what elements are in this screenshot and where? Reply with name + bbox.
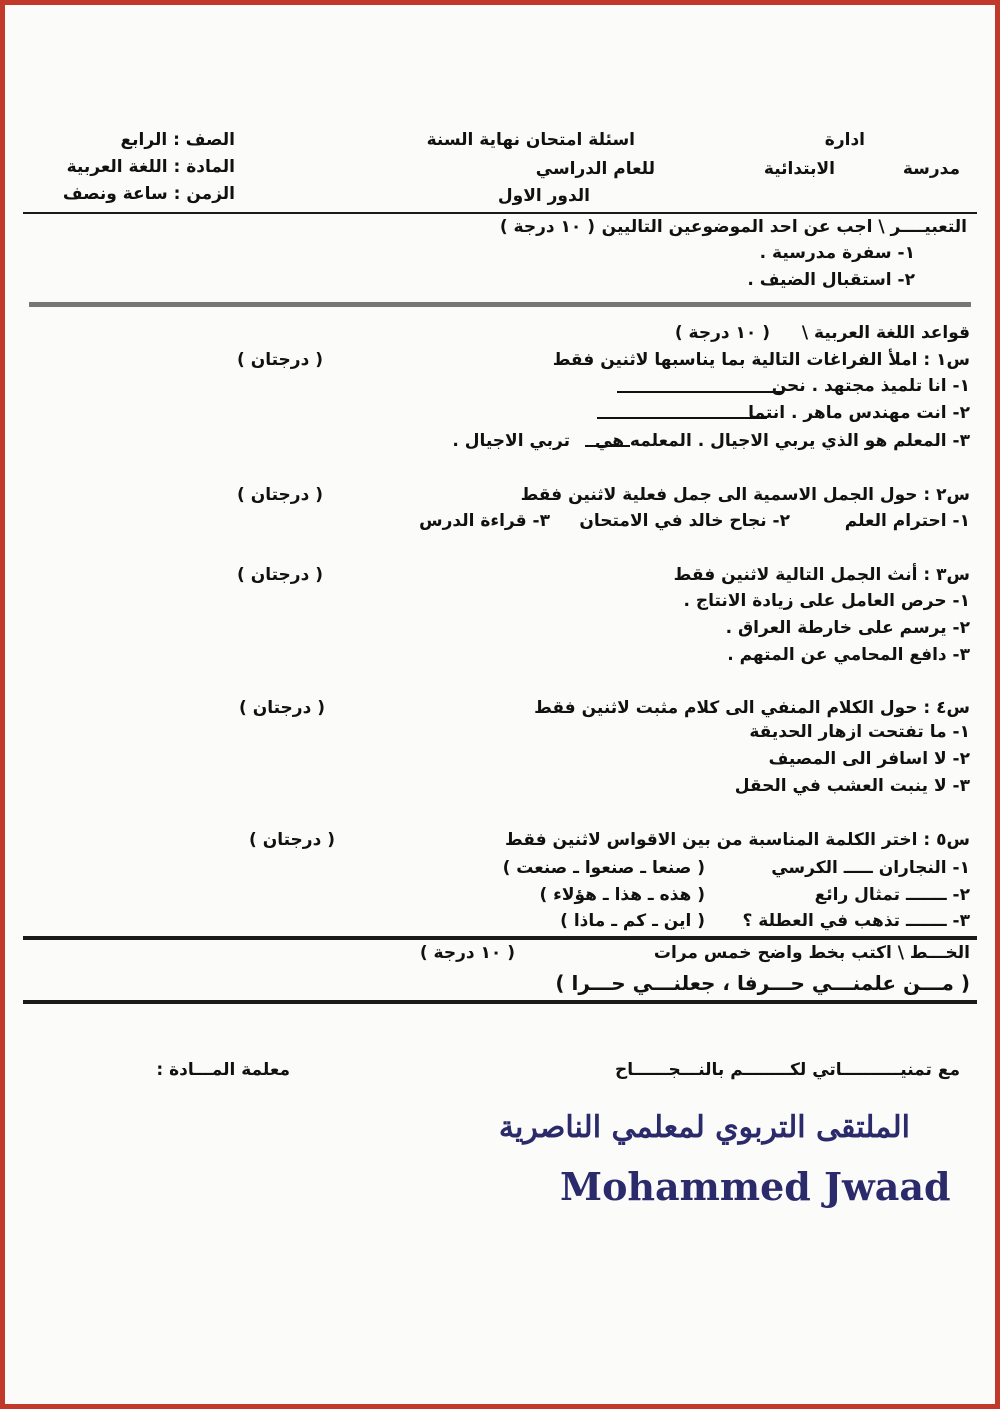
q3-prompt: س٣ : أنث الجمل التالية لاثنين فقط: [673, 565, 970, 585]
q2-marks: ( درجتان ): [237, 485, 323, 505]
q2-prompt: س٢ : حول الجمل الاسمية الى جمل فعلية لاثنين فقط: [520, 485, 970, 505]
handwriting-divider-top: [23, 936, 977, 940]
q1-prompt: س١ : املأ الفراغات التالية بما يناسبها لاثنين فقط: [552, 350, 970, 370]
q5-item-3: ٣- ـــــــ تذهب في العطلة ؟: [742, 911, 970, 931]
handwriting-divider-bottom: [23, 1000, 977, 1004]
q4-item-1: ١- ما تفتحت ازهار الحديقة: [749, 722, 970, 742]
q5-item-2: ٢- ـــــــ تمثال رائع: [814, 885, 970, 905]
q1-blank-2: [597, 417, 767, 419]
q5-options-3: ( اين ـ كم ـ ماذا ): [560, 911, 705, 931]
q1-blank-3: [585, 445, 630, 447]
q4-item-2: ٢- لا اسافر الى المصيف: [768, 749, 970, 769]
q1-item-3-tail: تربي الاجيال .: [452, 431, 570, 451]
q3-marks: ( درجتان ): [237, 565, 323, 585]
footer-english: Mohammed Jwaad: [560, 1164, 951, 1209]
q1-item-3: ٣- المعلم هو الذي يربي الاجيال . المعلمه هي: [595, 431, 970, 451]
q3-item-3: ٣- دافع المحامي عن المتهم .: [727, 645, 970, 665]
header-divider: [23, 212, 977, 214]
q4-item-3: ٣- لا ينبت العشب في الحقل: [734, 776, 970, 796]
section-divider: [29, 302, 971, 307]
q1-marks: ( درجتان ): [237, 350, 323, 370]
essay-item-2: ٢- استقبال الضيف .: [747, 270, 915, 290]
exam-round: الدور الاول: [497, 186, 590, 206]
q2-item-3: ٣- قراءة الدرس: [419, 511, 550, 531]
q5-options-1: ( صنعا ـ صنعوا ـ صنعت ): [502, 858, 705, 878]
q5-options-2: ( هذه ـ هذا ـ هؤلاء ): [539, 885, 705, 905]
q4-prompt: س٤ : حول الكلام المنفي الى كلام مثبت لاثنين فقط: [534, 698, 970, 718]
q1-item-1: ١- انا تلميذ مجتهد . نحن: [771, 376, 970, 396]
school-type: الابتدائية: [763, 159, 835, 179]
handwriting-phrase: ( مـــن علمنـــي حـــرفا ، جعلنـــي حـــرا ): [555, 971, 970, 995]
q1-blank-1: [617, 391, 782, 393]
q2-item-2: ٢- نجاح خالد في الامتحان: [579, 511, 790, 531]
teacher-signature-label: معلمة المـــادة :: [156, 1060, 290, 1080]
exam-title: اسئلة امتحان نهاية السنة: [426, 130, 635, 150]
q5-marks: ( درجتان ): [249, 830, 335, 850]
time-label: الزمن : ساعة ونصف: [62, 184, 235, 204]
q2-item-1: ١- احترام العلم: [844, 511, 970, 531]
grade-label: الصف : الرابع: [120, 130, 235, 150]
q4-marks: ( درجتان ): [239, 698, 325, 718]
grammar-marks: ( ١٠ درجة ): [674, 323, 770, 343]
q3-item-2: ٢- يرسم على خارطة العراق .: [725, 618, 970, 638]
q1-item-2: ٢- انت مهندس ماهر . انتما: [748, 403, 970, 423]
school-label: مدرسة: [902, 159, 960, 179]
grammar-title: قواعد اللغة العربية \: [801, 323, 970, 343]
academic-year: للعام الدراسي: [535, 159, 655, 179]
q3-item-1: ١- حرص العامل على زيادة الانتاج .: [683, 591, 970, 611]
footer-arabic: الملتقى التربوي لمعلمي الناصرية: [498, 1110, 910, 1145]
essay-marks: ( ١٠ درجة ): [499, 217, 595, 237]
essay-item-1: ١- سفرة مدرسية .: [759, 243, 915, 263]
subject-label: المادة : اللغة العربية: [66, 157, 235, 177]
q5-item-1: ١- النجاران ـــــ الكرسي: [771, 858, 970, 878]
handwriting-marks: ( ١٠ درجة ): [419, 943, 515, 963]
admin-label: ادارة: [824, 130, 865, 150]
essay-title: التعبيــــر \ اجب عن احد الموضوعين التاليين: [601, 217, 967, 237]
handwriting-title: الخـــط \ اكتب بخط واضح خمس مرات: [653, 943, 970, 963]
closing-wish: مع تمنيــــــــــاتي لكــــــــم بالنـــجــــــاح: [615, 1060, 960, 1080]
q5-prompt: س٥ : اختر الكلمة المناسبة من بين الاقواس لاثنين فقط: [505, 830, 970, 850]
